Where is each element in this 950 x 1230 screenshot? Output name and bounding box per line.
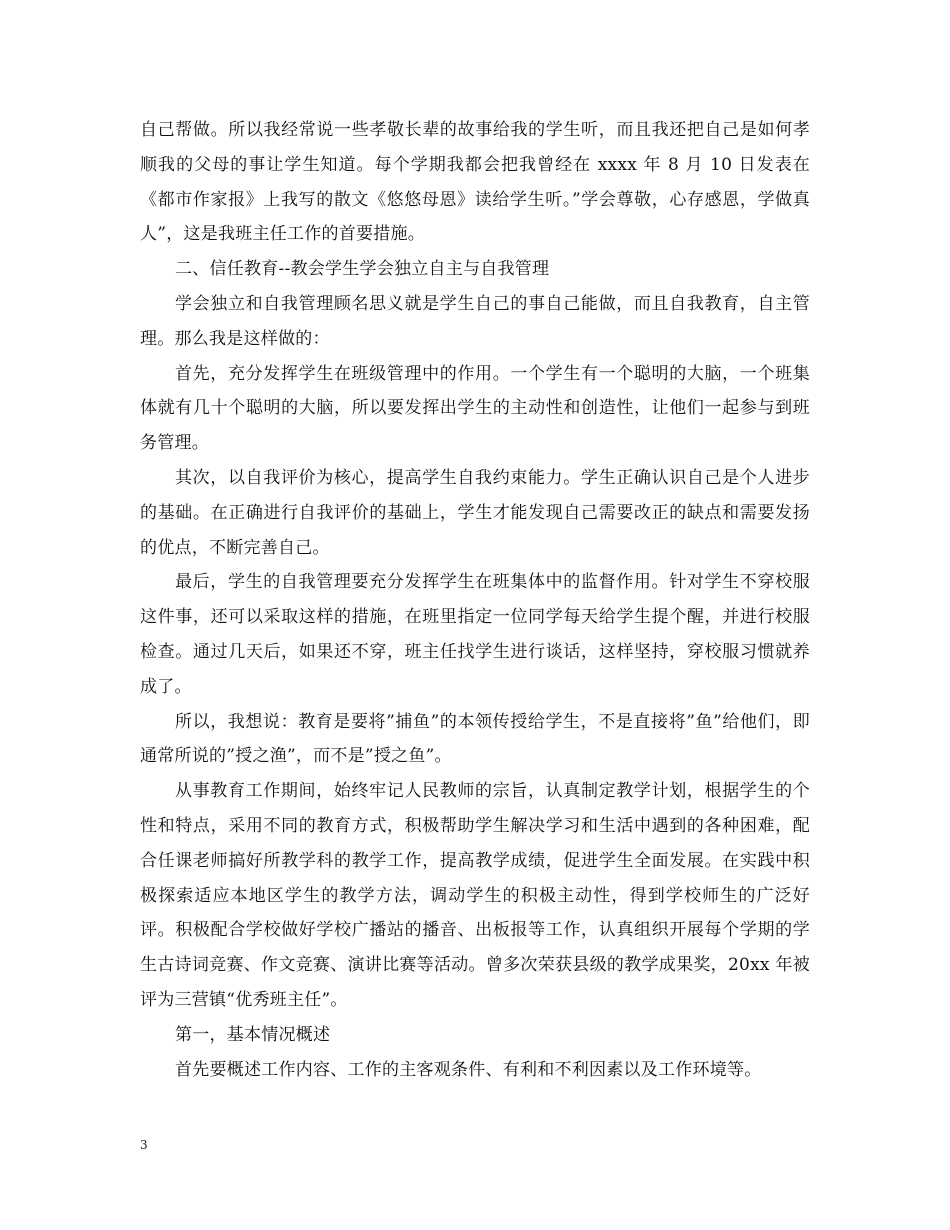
document-body <box>140 113 810 1087</box>
paragraph-3: 学会独立和自我管理顾名思义就是学生自己的事自己能做，而且自我教育，自主管理。那么我是这样做的： <box>140 293 810 349</box>
page-number: 3 <box>140 1138 148 1152</box>
paragraph-4: 首先，充分发挥学生在班级管理中的作用。一个学生有一个聪明的大脑，一个班集体就有几十个聪明的大脑，所以要发挥出学生的主动性和创造性，让他们一起参与到班务管理。 <box>140 363 810 454</box>
paragraph-5: 其次，以自我评价为核心，提高学生自我约束能力。学生正确认识自己是个人进步的基础。在正确进行自我评价的基础上，学生才能发现自己需要改正的缺点和需要发扬的优点，不断完善自己。 <box>140 467 810 558</box>
paragraph-8: 从事教育工作期间，始终牢记人民教师的宗旨，认真制定教学计划，根据学生的个性和特点，采用不同的教育方式，积极帮助学生解决学习和生活中遇到的各种困难，配合任课老师搞好所教学科的教学工作，提高教学成绩，促进学生全面发展。在实践中积极探索适应本地区学生的教学方法，调动学生的积极主动性，得到学校师生的广泛好评。积极配合学校做好学校广播站的播音、出板报等工作，认真组织开展每个学期的学生古诗词竞赛、作文竞赛、演讲比赛等活动。曾多次荣获县级的教学成果奖，20xx 年被评为三营镇“优秀班主任”。 <box>140 781 810 1010</box>
paragraph-1: 自己帮做。所以我经常说一些孝敬长辈的故事给我的学生听，而且我还把自己是如何孝顺我的父母的事让学生知道。每个学期我都会把我曾经在 xxxx 年 8 月 10 日发表在《都市作家报》上我写的散文《悠悠母恩》读给学生听。”学会尊敬，心存感恩，学做真人”，这是我班主任工作的首要措施。 <box>140 120 811 245</box>
section-heading-basic-overview: 第一，基本情况概述 <box>175 1024 331 1045</box>
paragraph-7: 所以，我想说：教育是要将”捕鱼”的本领传授给学生，不是直接将”鱼”给他们，即通常所说的”授之渔”，而不是”授之鱼”。 <box>140 711 810 767</box>
section-heading-trust-education: 二、信任教育--教会学生学会独立自主与自我管理 <box>175 259 550 280</box>
paragraph-10: 首先要概述工作内容、工作的主客观条件、有利和不利因素以及工作环境等。 <box>175 1059 762 1080</box>
paragraph-6: 最后，学生的自我管理要充分发挥学生在班集体中的监督作用。针对学生不穿校服这件事，还可以采取这样的措施，在班里指定一位同学每天给学生提个醒，并进行校服检查。通过几天后，如果还不穿，班主任找学生进行谈话，这样坚持，穿校服习惯就养成了。 <box>140 572 810 697</box>
